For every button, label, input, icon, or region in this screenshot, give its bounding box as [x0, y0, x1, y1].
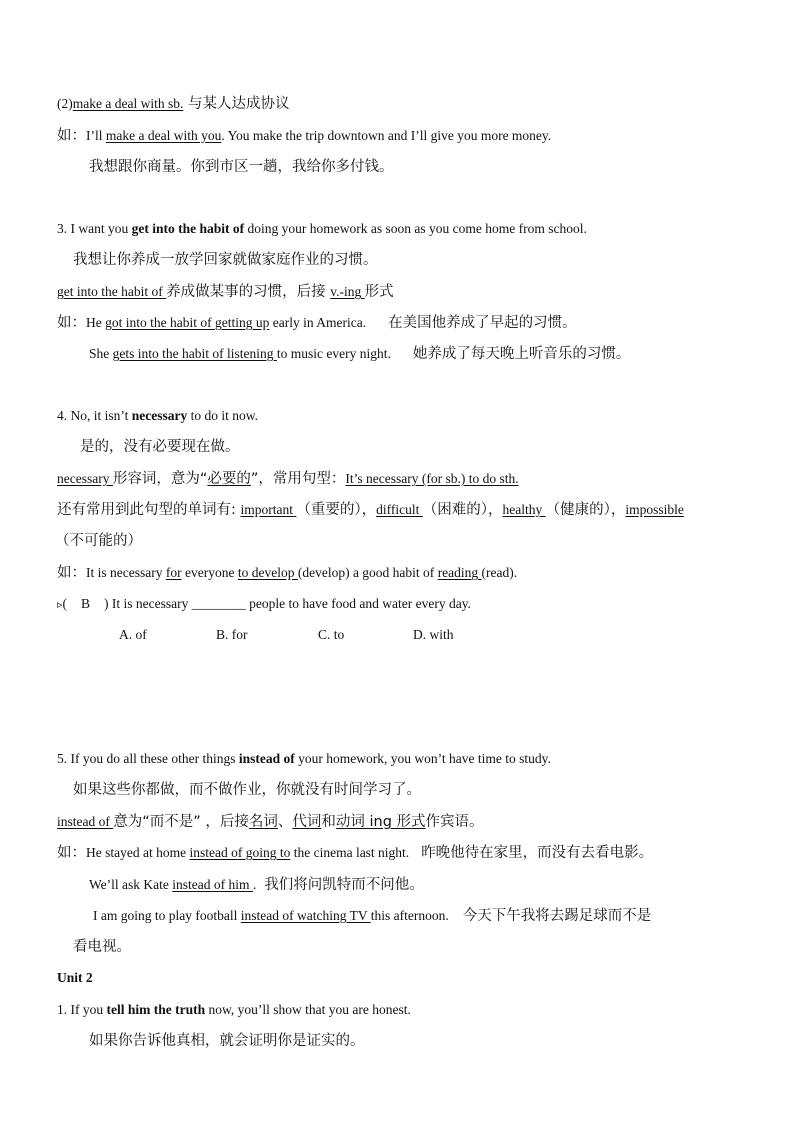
s4-word-healthy: healthy [502, 502, 546, 517]
s4-sentence [57, 407, 258, 425]
s5-ex3-zh-cont: 看电视。 [73, 939, 131, 955]
s1-title [57, 95, 289, 113]
s4-note-2 [57, 501, 684, 519]
s3-note-end: 形式 [364, 284, 394, 300]
s3-ex1-phrase: got into the habit of getting up [105, 315, 270, 330]
u2-num: 1. If you [57, 1002, 107, 1017]
s4-word-impossible: impossible [625, 502, 684, 517]
s1-title-prefix: (2) [57, 96, 73, 111]
s5-note-verb-ing: 动词 ing 形式 [335, 814, 426, 830]
s5-example-2 [89, 876, 424, 894]
s4-ex-develop: to develop [237, 565, 298, 580]
s5-ex3-pre: I am going to play football [93, 908, 241, 923]
s3-ex1-pre: He [86, 315, 106, 330]
s4-q-blank: ________ [191, 596, 246, 611]
s4-ex-reading: reading [437, 565, 482, 580]
example-label: 如： [57, 565, 86, 581]
s3-rest: doing your homework as soon as you come home from school. [244, 221, 587, 236]
s4-word-healthy-zh: （健康的）， [545, 502, 626, 518]
s5-note-sep2: 和 [321, 814, 336, 830]
option-b: B. for [216, 627, 248, 642]
s4-q-text-a: It is necessary [108, 596, 192, 611]
s5-ex2-zh: 我们将问凯特而不问他。 [264, 877, 424, 893]
s1-ex-zh: 我想跟你商量。你到市区一趟，我给你多付钱。 [89, 159, 394, 175]
s5-note-sep1: 、 [277, 814, 293, 830]
s3-ex2-phrase: gets into the habit of listening [112, 346, 277, 361]
s3-num: 3. I want you [57, 221, 132, 236]
s5-example-1 [57, 844, 653, 862]
s1-title-zh: 与某人达成协议 [183, 96, 290, 112]
s4-ex-a: It is necessary [86, 565, 166, 580]
s4-note-word: necessary [57, 471, 113, 486]
u2-sentence [57, 1001, 411, 1019]
s5-ex1-phrase: instead of going to [189, 845, 291, 860]
s4-question [57, 595, 471, 614]
s3-ex2-zh: 她养成了每天晚上听音乐的习惯。 [412, 346, 631, 362]
s5-ex2-post: . [252, 877, 257, 892]
s1-ex-pre: I’ll [86, 128, 106, 143]
s5-ex1-zh: 昨晚他待在家里，而没有去看电影。 [421, 845, 654, 861]
s4-ex-c: (develop) a good habit of [297, 565, 438, 580]
option-d: D. with [413, 627, 454, 642]
s5-num: 5. If you do all these other things [57, 751, 239, 766]
s5-sentence [57, 750, 551, 768]
u2-zh: 如果你告诉他真相，就会证明你是证实的。 [89, 1033, 365, 1049]
s4-word-difficult: difficult [376, 502, 423, 517]
s5-rest: your homework, you won’t have time to study. [294, 751, 551, 766]
s4-ex-for: for [165, 565, 182, 580]
s5-note [57, 813, 484, 831]
s4-example [57, 564, 517, 582]
s5-ex2-phrase: instead of him [172, 877, 253, 892]
s4-note-mid2: ”，常用句型： [250, 471, 346, 487]
s4-zh: 是的，没有必要现在做。 [80, 439, 240, 455]
s5-ex2-pre: We’ll ask Kate [89, 877, 173, 892]
s5-note-noun: 名词 [248, 814, 278, 830]
s5-note-phrase: instead of [57, 814, 114, 829]
s4-ex-d: (read). [481, 565, 518, 580]
option-a: A. of [119, 627, 147, 642]
s5-ex1-post: the cinema last night. [290, 845, 410, 860]
s5-ex3-post: this afternoon. [370, 908, 449, 923]
s5-example-3 [93, 907, 651, 925]
answer-close-paren: ) [104, 596, 109, 611]
s4-ex-b: everyone [181, 565, 238, 580]
s3-sentence [57, 220, 587, 238]
s4-key-word: necessary [131, 408, 188, 423]
s4-note-1 [57, 470, 519, 488]
s3-ex2-post: to music every night. [276, 346, 391, 361]
s5-note-pronoun: 代词 [292, 814, 322, 830]
unit-heading: Unit 2 [57, 970, 93, 985]
s3-note-form: v.-ing [330, 284, 365, 299]
answer-open-paren: ( [62, 596, 68, 611]
s5-ex3-zh: 今天下午我将去踢足球而不是 [462, 908, 652, 924]
s4-note2-pre: 还有常用到此句型的单词有: [57, 502, 241, 518]
s5-zh: 如果这些你都做，而不做作业，你就没有时间学习了。 [73, 782, 421, 798]
s3-note-phrase: get into the habit of [57, 284, 167, 299]
s1-title-phrase: make a deal with sb. [72, 96, 184, 111]
s4-note-pattern: It’s necessary (for sb.) to do sth. [345, 471, 519, 486]
s3-ex2-pre: She [89, 346, 113, 361]
s3-example-1 [57, 314, 577, 332]
example-label: 如： [57, 128, 86, 144]
s3-key-phrase: get into the habit of [131, 221, 245, 236]
s4-num: 4. No, it isn’t [57, 408, 132, 423]
s4-word-important-zh: （重要的）， [296, 502, 377, 518]
s4-word-important: important [240, 502, 297, 517]
s5-ex3-phrase: instead of watching TV [240, 908, 371, 923]
s1-ex-post: . You make the trip downtown and I’ll give you more money. [221, 128, 552, 143]
s5-key-phrase: instead of [238, 751, 295, 766]
s3-example-2 [89, 345, 630, 363]
s4-word-difficult-zh: （困难的）， [422, 502, 503, 518]
s4-note-mid: 形容词，意为“ [112, 471, 208, 487]
s5-note-mid: 意为“而不是” ，后接 [113, 814, 249, 830]
answer-letter: B [81, 596, 91, 611]
s3-zh: 我想让你养成一放学回家就做家庭作业的习惯。 [73, 252, 378, 268]
s5-note-end: 作宾语。 [425, 814, 484, 830]
s4-word-impossible-zh: （不可能的） [55, 533, 142, 549]
question-marker-icon: ▹ [57, 598, 63, 611]
example-label: 如： [57, 315, 86, 331]
option-c: C. to [318, 627, 345, 642]
example-label: 如： [57, 845, 86, 861]
s3-note-mid: 养成做某事的习惯，后接 [166, 284, 331, 300]
s3-ex1-zh: 在美国他养成了早起的习惯。 [388, 315, 577, 331]
s4-rest: to do it now. [187, 408, 258, 423]
s1-ex-phrase: make a deal with you [105, 128, 222, 143]
s1-example [57, 127, 551, 145]
s4-note-meaning: 必要的 [207, 471, 251, 487]
s4-q-text-b: people to have food and water every day. [245, 596, 471, 611]
u2-rest: now, you’ll show that you are honest. [205, 1002, 411, 1017]
u2-key-phrase: tell him the truth [106, 1002, 206, 1017]
s5-ex1-pre: He stayed at home [86, 845, 190, 860]
s3-ex1-post: early in America. [269, 315, 367, 330]
s3-note [57, 283, 394, 301]
